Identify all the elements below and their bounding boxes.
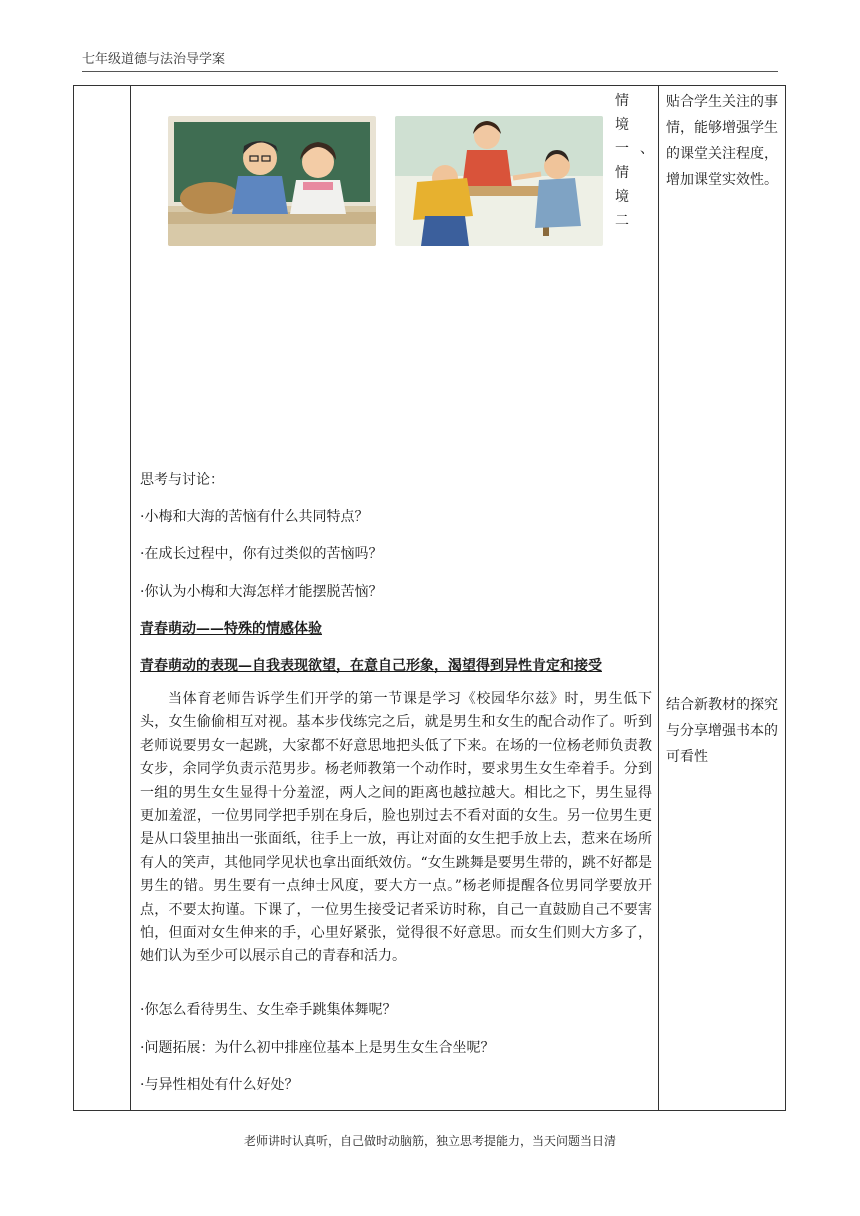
page-header: 七年级道德与法治导学案	[82, 52, 226, 67]
scene-label: 情境一、情境二	[615, 93, 665, 229]
classroom-drawing-two	[395, 116, 603, 246]
follow-up-question-2: ·问题拓展：为什么初中排座位基本上是男生女生合坐呢？	[140, 1040, 495, 1056]
discussion-question-3: ·你认为小梅和大海怎样才能摆脱苦恼？	[140, 584, 383, 600]
table-divider-right	[658, 86, 659, 1110]
discussion-question-2: ·在成长过程中，你有过类似的苦恼吗？	[140, 546, 383, 562]
follow-up-question-3: ·与异性相处有什么好处？	[140, 1077, 299, 1093]
follow-up-question-1: ·你怎么看待男生、女生牵手跳集体舞呢？	[140, 1002, 397, 1018]
teaching-note-two: 结合新教材的探究与分享增强书本的可看性	[666, 697, 778, 765]
table-divider-left	[130, 86, 131, 1110]
illustration-scene-two	[395, 116, 603, 246]
discussion-question-1: ·小梅和大海的苦恼有什么共同特点？	[140, 509, 369, 525]
classroom-drawing-one	[168, 116, 376, 246]
illustration-scene-one	[168, 116, 376, 246]
section-heading: 青春萌动——特殊的情感体验	[140, 621, 322, 637]
sub-heading: 青春萌动的表现—自我表现欲望，在意自己形象，渴望得到异性肯定和接受	[140, 658, 602, 674]
story-paragraph: 当体育老师告诉学生们开学的第一节课是学习《校园华尔兹》时，男生低下头，女生偷偷相互对视。基本步伐练完之后，就是男生和女生的配合动作了。听到老师说要男女一起跳，大家都不好意思地把头低了下来。在场的一位杨老师负责教女步，余同学负责示范男步。杨老师教第一个动作时，要求男生女生牵着手。分到一组的男生女生显得十分羞涩，两人之间的距离也越拉越大。相比之下，男生显得更加羞涩，一位男同学把手别在身后，脸也别过去不看对面的女生。另一位男生更是从口袋里抽出一张面纸，往手上一放，再让对面的女生把手放上去，惹来在场所有人的笑声，其他同学见状也拿出面纸效仿。“女生跳舞是要男生带的，跳不好都是男生的错。男生要有一点绅士风度，要大方一点。”杨老师提醒各位男同学要放开点，不要太拘谨。下课了，一位男生接受记者采访时称，自己一直鼓励自己不要害怕，但面对女生伸来的手，心里好紧张，觉得很不好意思。而女生们则大方多了，她们认为至少可以展示自己的青春和活力。	[140, 691, 652, 965]
teaching-note-one: 贴合学生关注的事情，能够增强学生的课堂关注程度，增加课堂实效性。	[666, 94, 778, 188]
header-divider	[82, 71, 778, 72]
discussion-title: 思考与讨论：	[140, 472, 224, 488]
page-footer-motto: 老师讲时认真听，自己做时动脑筋，独立思考提能力，当天问题当日清	[243, 1134, 616, 1148]
